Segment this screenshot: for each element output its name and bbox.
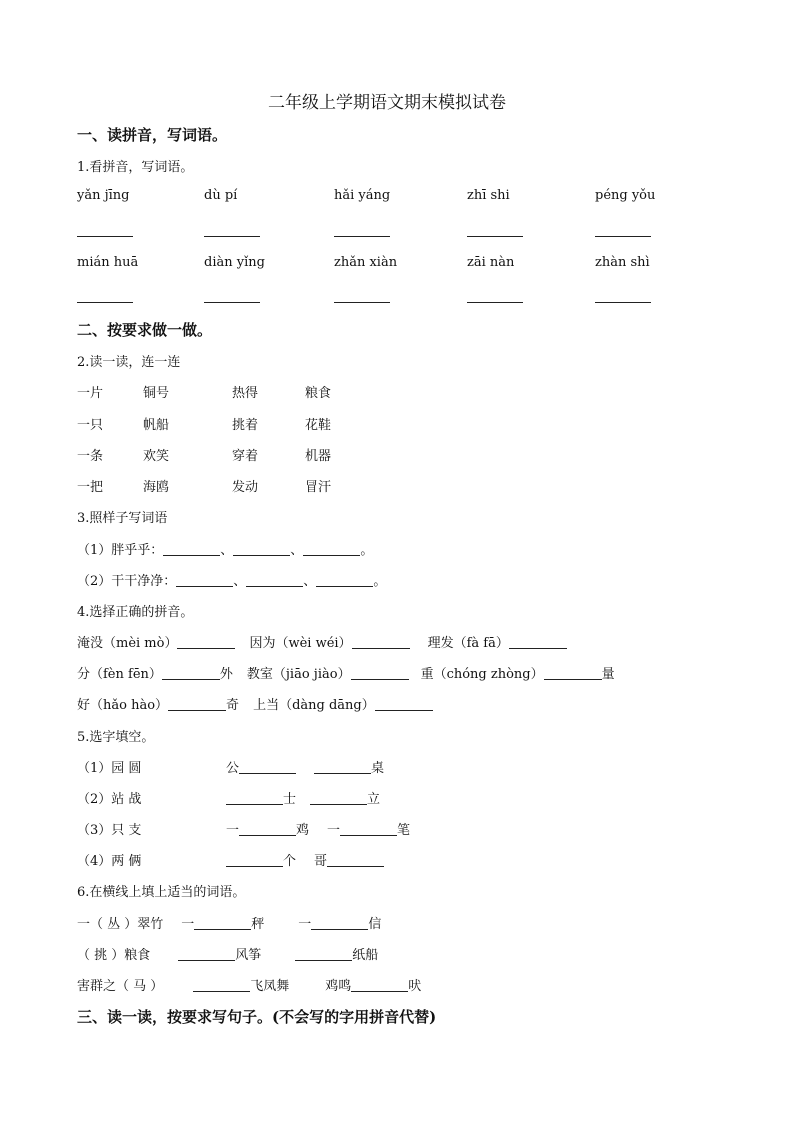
q5-row-answers [226,757,384,776]
match-item[interactable]: 热得 [232,386,259,401]
q5-row-label: （4）两 俩 [77,854,142,869]
answer-blank[interactable] [327,854,384,867]
answer-blank[interactable] [595,236,651,237]
match-item[interactable]: 一条 [77,449,104,464]
match-item[interactable]: 粮食 [305,386,332,401]
pinyin-item: yǎn jīng [77,188,130,203]
match-item[interactable]: 机器 [305,449,332,464]
q3-prefix: （2）干干净净： [77,574,177,589]
q4-item: 上当（dàng dāng） [253,698,375,713]
answer-blank[interactable] [239,823,296,836]
q5-text: 桌 [371,761,385,776]
q5-row-label: （3）只 支 [77,823,142,838]
q4-row-2 [77,663,615,682]
answer-blank[interactable] [351,667,409,680]
answer-blank[interactable] [162,667,220,680]
q5-text: 笔 [397,823,411,838]
q3-line-1 [77,539,373,558]
q6-text: 一（ 丛 ）翠竹 [77,917,164,932]
answer-blank[interactable] [351,979,408,992]
q6-text: 害群之（ 马 ） [77,979,164,994]
answer-blank[interactable] [352,636,410,649]
answer-blank[interactable] [233,543,290,556]
q5-row-label: （1）园 圆 [77,761,142,776]
q4-item: 奇 [226,698,240,713]
match-item[interactable]: 花鞋 [305,418,332,433]
match-item[interactable]: 冒汗 [305,480,332,495]
separator: 、 [303,574,317,589]
q5-row-answers [226,788,380,807]
answer-blank[interactable] [467,236,523,237]
q6-text: 吠 [408,979,422,994]
answer-blank[interactable] [310,792,367,805]
q3-line-2 [77,570,386,589]
pinyin-item: zāi nàn [467,255,515,270]
q6-text: 纸船 [352,948,379,963]
q6-text: （ 挑 ）粮食 [77,948,151,963]
q5-text: 士 [283,792,297,807]
q6-label: 6.在横线上填上适当的词语。 [77,885,246,900]
q4-item: 教室（jiāo jiào） [246,667,351,682]
answer-blank[interactable] [544,667,602,680]
q5-text: 立 [367,792,381,807]
pinyin-item: mián huā [77,255,139,270]
pinyin-item: diàn yǐng [204,255,265,270]
answer-blank[interactable] [163,543,220,556]
pinyin-item: zhī shi [467,188,510,203]
answer-blank[interactable] [77,236,133,237]
q1-label: 1.看拼音，写词语。 [77,160,194,175]
section-2-heading: 二、按要求做一做。 [77,321,213,339]
answer-blank[interactable] [204,302,260,303]
q4-row-3 [77,694,433,713]
match-item[interactable]: 帆船 [143,418,170,433]
pinyin-item: zhǎn xiàn [334,255,398,270]
answer-blank[interactable] [375,698,433,711]
pinyin-item: hǎi yáng [334,188,391,203]
answer-blank[interactable] [509,636,567,649]
separator: 、 [220,543,234,558]
pinyin-item: dù pí [204,188,238,203]
q6-text: 风筝 [235,948,262,963]
answer-blank[interactable] [311,917,368,930]
q4-item: 外 [219,667,233,682]
section-1-heading: 一、读拼音，写词语。 [77,126,228,144]
answer-blank[interactable] [295,948,352,961]
q6-text: 一 [298,917,312,932]
answer-blank[interactable] [77,302,133,303]
pinyin-item: péng yǒu [595,188,656,203]
section-3-heading: 三、读一读，按要求写句子。(不会写的字用拼音代替) [77,1008,437,1026]
match-item[interactable]: 一只 [77,418,104,433]
answer-blank[interactable] [316,574,373,587]
answer-blank[interactable] [334,302,390,303]
separator: 、 [290,543,304,558]
answer-blank[interactable] [178,948,235,961]
q6-text: 飞凤舞 [250,979,290,994]
q4-item: 淹没（mèi mò） [77,636,178,651]
q5-text: 一 [226,823,240,838]
answer-blank[interactable] [226,792,283,805]
separator: 、 [233,574,247,589]
answer-blank[interactable] [246,574,303,587]
q6-row-3 [77,975,421,994]
q5-row-answers [226,850,384,869]
answer-blank[interactable] [194,917,251,930]
q5-text: 鸡 [296,823,310,838]
q6-text: 信 [368,917,382,932]
q5-row-answers [226,819,410,838]
q5-text: 个 [283,854,297,869]
answer-blank[interactable] [334,236,390,237]
match-item[interactable]: 挑着 [232,418,259,433]
answer-blank[interactable] [193,979,250,992]
q4-item: 因为（wèi wéi） [249,636,352,651]
answer-blank[interactable] [204,236,260,237]
answer-blank[interactable] [340,823,397,836]
q4-item: 分（fèn fēn） [77,667,162,682]
q5-text: 公 [226,761,240,776]
answer-blank[interactable] [314,761,371,774]
q5-row-label: （2）站 战 [77,792,142,807]
q3-label: 3.照样子写词语 [77,511,168,526]
q6-row-2 [77,944,378,963]
match-item[interactable]: 一把 [77,480,104,495]
q4-item: 量 [601,667,615,682]
match-item[interactable]: 一片 [77,386,104,401]
answer-blank[interactable] [595,302,651,303]
answer-blank[interactable] [168,698,226,711]
q4-item: 重（chóng zhòng） [420,667,544,682]
pinyin-item: zhàn shì [595,255,650,270]
q6-text: 一 [181,917,195,932]
q4-item: 理发（fà fā） [427,636,509,651]
page-title: 二年级上学期语文期末模拟试卷 [268,93,506,113]
q5-label: 5.选字填空。 [77,730,155,745]
period: 。 [373,574,387,589]
q3-prefix: （1）胖乎乎： [77,543,164,558]
answer-blank[interactable] [176,574,233,587]
match-item[interactable]: 发动 [232,480,259,495]
match-item[interactable]: 铜号 [143,386,170,401]
period: 。 [360,543,374,558]
q6-text: 鸡鸣 [325,979,352,994]
q4-label: 4.选择正确的拼音。 [77,605,194,620]
match-item[interactable]: 海鸥 [143,480,170,495]
answer-blank[interactable] [226,854,283,867]
answer-blank[interactable] [177,636,235,649]
q5-text: 哥 [314,854,328,869]
answer-blank[interactable] [239,761,296,774]
q4-item: 好（hǎo hào） [77,698,169,713]
q6-row-1 [77,913,381,932]
q5-text: 一 [327,823,341,838]
answer-blank[interactable] [303,543,360,556]
answer-blank[interactable] [467,302,523,303]
q4-row-1 [77,632,567,651]
match-item[interactable]: 穿着 [232,449,259,464]
q6-text: 秤 [251,917,265,932]
q2-label: 2.读一读，连一连 [77,355,181,370]
match-item[interactable]: 欢笑 [143,449,170,464]
